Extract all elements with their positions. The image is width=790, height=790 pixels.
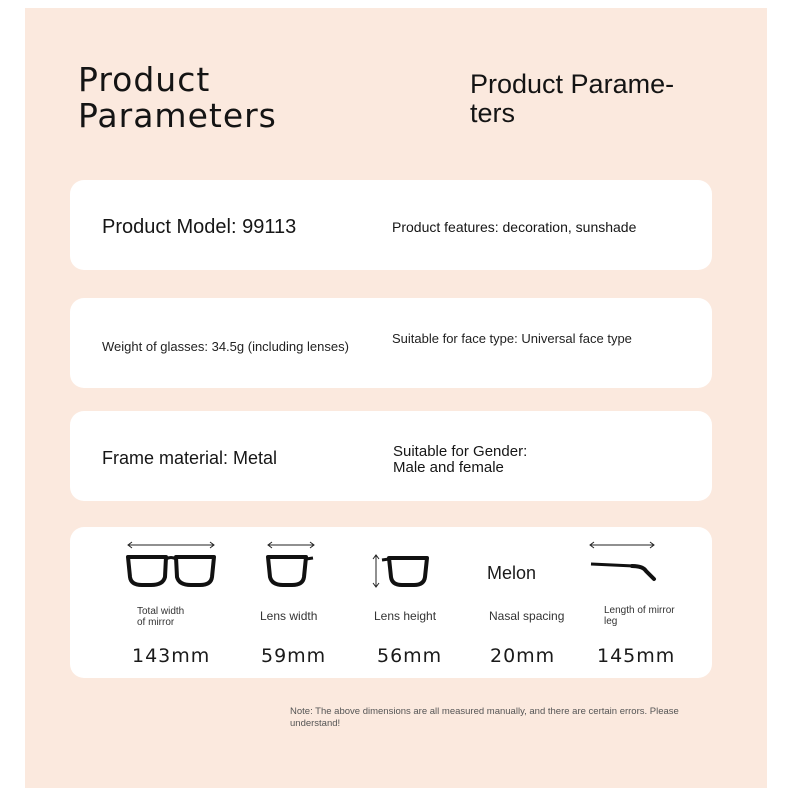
leg-length-label-line-2: leg	[604, 616, 618, 627]
product-model: Product Model: 99113	[102, 216, 297, 238]
title-line-1: Product	[78, 60, 211, 99]
nasal-spacing-icon-text: Melon	[487, 563, 537, 583]
lens-width-value: 59mm	[261, 645, 327, 667]
dimensions-card	[70, 527, 712, 678]
spec-card-weight	[70, 298, 712, 388]
gender-heading: Suitable for Gender:	[393, 443, 528, 460]
nasal-spacing-value: 20mm	[490, 645, 556, 667]
total-width-label	[137, 606, 184, 628]
leg-length-value: 145mm	[597, 645, 676, 667]
nasal-spacing-label: Nasal spacing	[489, 609, 565, 623]
total-width-value: 143mm	[132, 645, 211, 667]
leg-length-label	[604, 605, 675, 627]
spec-card-material	[70, 411, 712, 501]
lens-height-glasses-icon	[371, 553, 431, 589]
spec-card-model	[70, 180, 712, 270]
leg-length-label-line-1: Length of mirror	[604, 605, 675, 616]
temple-leg-icon	[588, 541, 658, 583]
lens-width-label: Lens width	[260, 609, 318, 623]
measurement-note: Note: The above dimensions are all measured manually, and there are certain errors. Please understand!	[290, 706, 679, 729]
title-secondary-line-1: Product Parame-	[470, 69, 675, 99]
frame-material: Frame material: Metal	[102, 448, 278, 468]
page-title	[78, 62, 277, 134]
face-type: Suitable for face type: Universal face type	[392, 331, 632, 346]
total-width-glasses-icon	[125, 541, 217, 591]
lens-height-value: 56mm	[377, 645, 443, 667]
total-width-label-line-1: Total width	[137, 606, 185, 617]
suitable-gender	[393, 444, 593, 476]
title-secondary-line-2: ters	[470, 98, 516, 128]
product-features: Product features: decoration, sunshade	[392, 219, 637, 235]
glasses-weight: Weight of glasses: 34.5g (including lenses)	[102, 339, 349, 354]
lens-width-glasses-icon	[266, 541, 316, 591]
title-line-2: Parameters	[78, 96, 277, 135]
page-title-secondary	[470, 70, 674, 128]
lens-height-label: Lens height	[374, 609, 437, 623]
total-width-label-line-2: of mirror	[137, 617, 175, 628]
gender-value: Male and female	[393, 459, 504, 476]
